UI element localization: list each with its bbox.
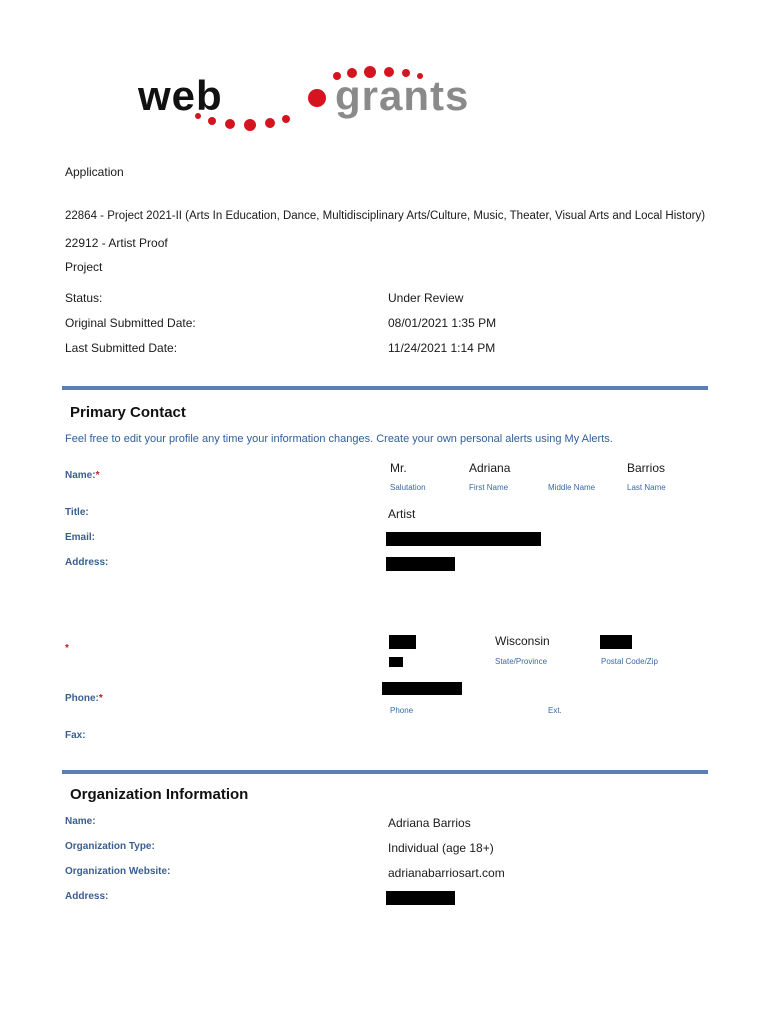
fax-label: Fax: xyxy=(65,730,86,741)
application-heading: Application xyxy=(65,165,124,179)
email-label: Email: xyxy=(65,532,96,543)
address-label: Address: xyxy=(65,557,109,568)
org-address-label: Address: xyxy=(65,891,109,902)
org-type-value: Individual (age 18+) xyxy=(388,841,494,855)
county-redaction xyxy=(389,657,403,667)
middle-name-caption: Middle Name xyxy=(548,483,596,492)
title-label: Title: xyxy=(65,507,89,518)
salutation-caption: Salutation xyxy=(390,483,426,492)
last-date-value: 11/24/2021 1:14 PM xyxy=(388,341,496,355)
ext-caption: Ext. xyxy=(548,706,562,715)
address-redaction xyxy=(386,557,455,571)
logo-web-text: web xyxy=(138,72,223,119)
section-divider xyxy=(62,770,708,774)
city-required-mark: * xyxy=(65,643,69,654)
first-name-caption: First Name xyxy=(469,483,509,492)
section-divider xyxy=(62,386,708,390)
primary-contact-title: Primary Contact xyxy=(70,404,186,421)
state-value: Wisconsin xyxy=(495,634,550,648)
phone-required-mark: * xyxy=(98,693,103,704)
phone-redaction xyxy=(382,682,462,695)
org-type-label: Organization Type: xyxy=(65,841,155,852)
org-name-value: Adriana Barrios xyxy=(388,816,471,830)
logo-grants-text: grants xyxy=(335,72,470,119)
city-redaction xyxy=(389,635,416,649)
required-mark: * xyxy=(95,470,100,481)
webgrants-logo xyxy=(130,60,590,140)
salutation-value: Mr. xyxy=(390,461,407,475)
email-redaction xyxy=(386,532,541,546)
org-website-label: Organization Website: xyxy=(65,866,171,877)
application-type: Project xyxy=(65,260,103,274)
original-date-value: 08/01/2021 1:35 PM xyxy=(388,316,497,330)
last-name-value: Barrios xyxy=(627,461,666,475)
first-name-value: Adriana xyxy=(469,461,511,475)
status-label: Status: xyxy=(65,291,103,305)
status-value: Under Review xyxy=(388,291,464,305)
last-name-caption: Last Name xyxy=(627,483,666,492)
program-title: 22864 - Project 2021-II (Arts In Education, Dance, Multidisciplinary Arts/Culture, Music, Theater, Visual Arts and Local History) xyxy=(65,210,706,222)
last-date-label: Last Submitted Date: xyxy=(65,341,178,355)
state-caption: State/Province xyxy=(495,657,548,666)
name-label: Name:* xyxy=(65,470,100,481)
organization-title: Organization Information xyxy=(70,786,249,803)
phone-label: Phone:* xyxy=(65,693,103,704)
form-title: 22912 - Artist Proof xyxy=(65,236,168,250)
title-value: Artist xyxy=(388,507,416,521)
primary-contact-intro: Feel free to edit your profile any time your information changes. Create your own personal alerts using My Alerts. xyxy=(65,433,613,445)
postal-redaction xyxy=(600,635,632,649)
org-website-value[interactable]: adrianabarriosart.com xyxy=(388,866,505,880)
phone-caption: Phone xyxy=(390,706,414,715)
org-address-redaction xyxy=(386,891,455,905)
postal-caption: Postal Code/Zip xyxy=(601,657,658,666)
logo-graphic xyxy=(130,60,590,140)
org-name-label: Name: xyxy=(65,816,96,827)
original-date-label: Original Submitted Date: xyxy=(65,316,196,330)
